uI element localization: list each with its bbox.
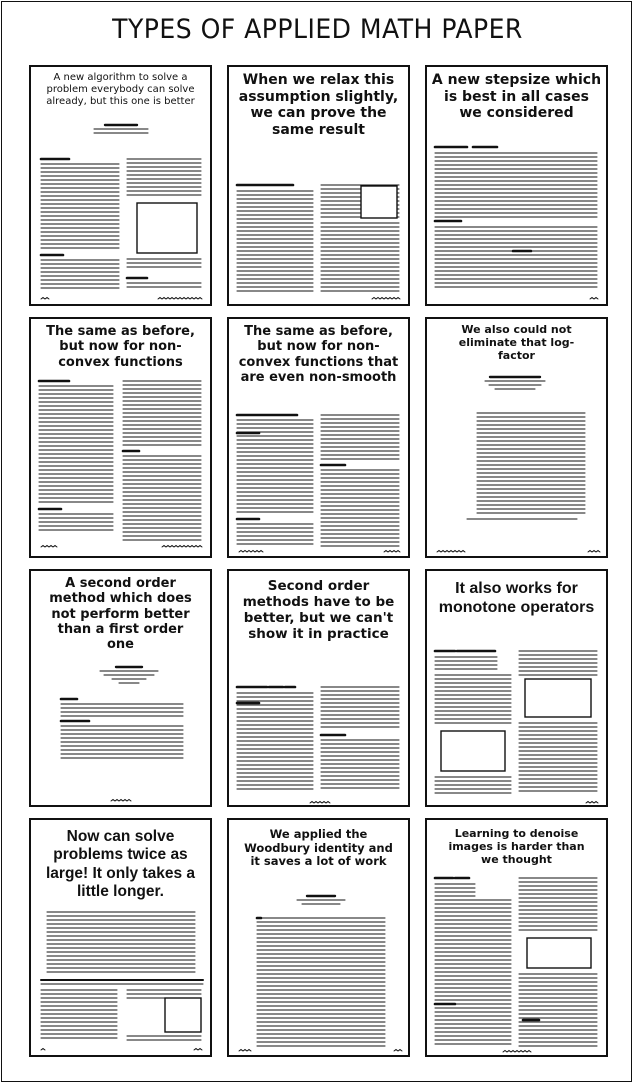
panel-caption: The same as before, but now for non-convex functions <box>46 324 195 370</box>
paper-panel-2 <box>227 65 410 306</box>
paper-panel-4 <box>29 317 212 558</box>
panel-caption: A new algorithm to solve a problem everybody can solve already, but this one is better <box>46 72 195 107</box>
paper-panel-3 <box>425 65 608 306</box>
panel-caption: We applied the Woodbury identity and it saves a lot of work <box>244 827 393 869</box>
paper-panel-11 <box>227 818 410 1057</box>
paper-panel-9 <box>425 569 608 807</box>
paper-panel-8 <box>227 569 410 807</box>
panel-caption: A second order method which does not perform better than a first order one <box>49 576 192 653</box>
panel-caption: A new stepsize which is best in all cases we considered <box>431 72 602 122</box>
panel-caption: We also could not eliminate that log-factor <box>458 323 575 362</box>
paper-panel-7 <box>29 569 212 807</box>
paper-panel-5 <box>227 317 410 558</box>
paper-panel-10 <box>29 818 212 1057</box>
panel-caption: Second order methods have to be better, but we can't show it in practice <box>242 578 395 642</box>
panel-caption: Learning to denoise images is harder than we thought <box>448 827 585 866</box>
panel-caption: When we relax this assumption slightly, we can prove the same result <box>238 72 399 138</box>
paper-panel-6 <box>425 317 608 558</box>
comic-title: TYPES OF APPLIED MATH PAPER <box>112 14 523 45</box>
paper-panel-12 <box>425 818 608 1057</box>
panel-caption: The same as before, but now for non-convex functions that are even non-smooth <box>238 324 399 385</box>
panel-caption: Now can solve problems twice as large! It only takes a little longer. <box>45 828 196 900</box>
paper-panel-1 <box>29 65 212 306</box>
panel-caption: It also works for monotone operators <box>438 580 595 616</box>
